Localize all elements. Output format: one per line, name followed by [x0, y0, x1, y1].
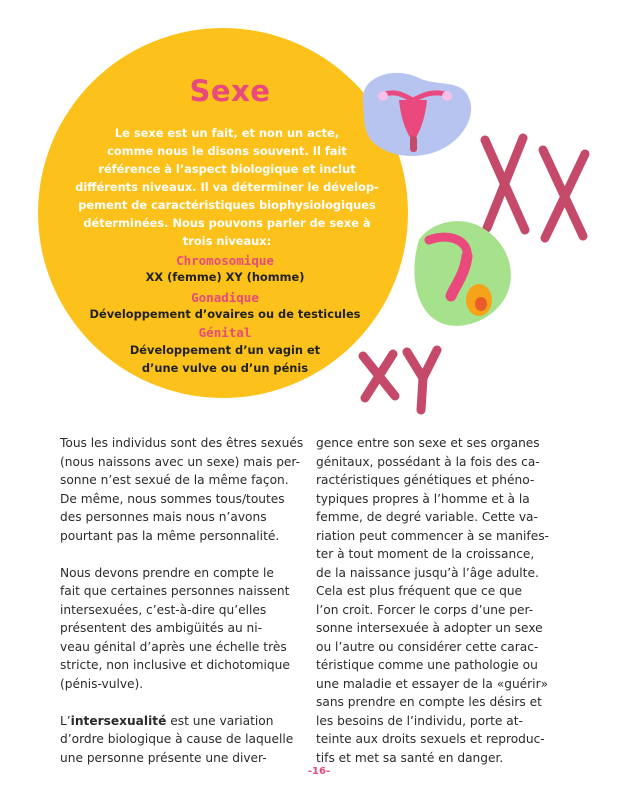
intro-line: trois niveaux:: [182, 234, 272, 248]
text-line: ou l’autre ou considérer cette carac-: [316, 639, 539, 654]
level-chromosomique-desc: [50, 268, 400, 286]
text-line: Tous les individus sont des êtres sexués: [60, 436, 304, 450]
text-prefix: L’: [60, 713, 71, 728]
paragraph-gap: [60, 545, 310, 564]
xx-chromosomes-icon: [485, 138, 585, 238]
intro-line: pement de caractéristiques biophysiologiques: [78, 198, 376, 212]
text-line: intersexuées, c’est-à-dire qu’elles: [60, 602, 267, 617]
level-genital-desc: [50, 341, 400, 377]
text-line: De même, nous sommes tous/toutes: [60, 491, 285, 506]
left-column: [60, 434, 310, 767]
text-line: des personnes mais nous n’avons: [60, 510, 267, 524]
text-line: teinte aux droits sexuels et reproduc-: [316, 732, 545, 746]
text-line: sonne intersexuée à adopter un sexe: [316, 621, 543, 635]
text-line: gence entre son sexe et ses organes: [316, 436, 540, 450]
level-genital-title: Génital: [198, 325, 252, 340]
intro-line: déterminées. Nous pouvons parler de sexe à: [83, 216, 371, 230]
male-organ-icon: [414, 221, 510, 326]
text-line: (nous naissons avec un sexe) mais per-: [60, 454, 301, 469]
text-line: les besoins de l’individu, porte at-: [316, 713, 523, 728]
level-desc-line: XX (femme) XY (homme): [145, 270, 305, 284]
text-line: tifs et met sa santé en danger.: [316, 750, 504, 765]
text-line: une maladie et essayer de la «guérir»: [316, 676, 549, 691]
section-title: Sexe: [189, 74, 271, 108]
text-line: typiques propres à l’homme et à la: [316, 491, 530, 506]
intro-line: comme nous le disons souvent. Il fait: [107, 144, 347, 158]
text-line: fait que certaines personnes naissent: [60, 584, 290, 598]
text-line: pourtant pas la même personnalité.: [60, 528, 280, 543]
text-line: sonne n’est sexué de la même façon.: [60, 473, 289, 487]
text-line: de la naissance jusqu’à l’âge adulte.: [316, 565, 539, 580]
text-line: femme, de degré variable. Cette va-: [316, 510, 538, 524]
level-gonadique-desc: [50, 305, 400, 323]
text-line: d’ordre biologique à cause de laquelle: [60, 732, 294, 746]
level-desc-line: Développement d’ovaires ou de testicules: [89, 307, 361, 321]
text-line: l’on croit. Forcer le corps d’une per-: [316, 602, 534, 617]
level-chromosomique-title: Chromosomique: [176, 253, 274, 268]
text-line: ter à tout moment de la croissance,: [316, 547, 535, 561]
level-desc-line: Développement d’un vagin et: [129, 343, 321, 357]
text-line: sans prendre en compte les désirs et: [316, 695, 542, 709]
text-line: [60, 712, 310, 731]
intro-text: [68, 124, 386, 250]
intro-line: référence à l’aspect biologique et inclut: [98, 162, 356, 176]
text-line: présentent des ambigüités au ni-: [60, 621, 263, 635]
text-line: Cela est plus fréquent que ce que: [316, 584, 523, 598]
level-gonadique-title: Gonadique: [191, 290, 259, 305]
text-line: téristique comme une pathologie ou: [316, 658, 538, 672]
intro-line: Le sexe est un fait, et non un acte,: [114, 126, 340, 140]
text-line: Nous devons prendre en compte le: [60, 565, 274, 580]
text-line: stricte, non inclusive et dichotomique: [60, 658, 290, 672]
intro-line: différents niveaux. Il va déterminer le dévelop-: [75, 180, 379, 194]
text-line: génitaux, possédant à la fois des ca-: [316, 454, 540, 469]
text-line: ractéristiques génétiques et phéno-: [316, 473, 535, 487]
level-desc-line: d’une vulve ou d’un pénis: [141, 361, 309, 375]
paragraph-gap: [60, 693, 310, 712]
page-number: -16-: [307, 766, 331, 777]
right-column: [316, 434, 566, 767]
intersexualite-term: intersexualité: [70, 713, 167, 728]
text-suffix: est une variation: [166, 713, 274, 728]
text-line: (pénis-vulve).: [60, 676, 144, 691]
text-line: une personne présente une diver-: [60, 750, 267, 765]
text-line: riation peut commencer à se manifes-: [316, 528, 549, 543]
text-line: veau génital d’après une échelle très: [60, 639, 287, 654]
